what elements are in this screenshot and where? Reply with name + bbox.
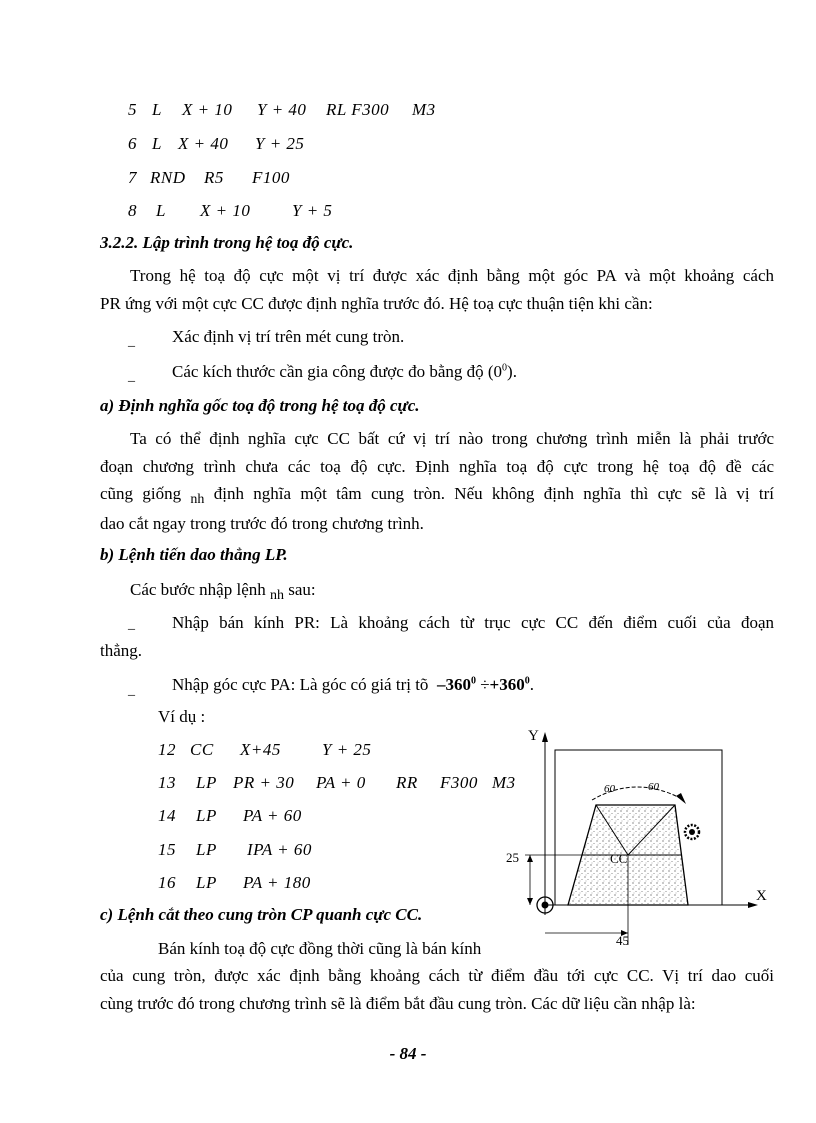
para-a-line-1: Ta có thể định nghĩa cực CC bất cứ vị trí nào trong chương trình miễn là phải trước: [130, 429, 774, 448]
dim-arrow: [527, 855, 533, 862]
page-number: - 84 -: [389, 1044, 427, 1063]
intro-paragraph: [100, 262, 774, 317]
code-line-15-num: 15: [158, 840, 176, 859]
x-axis-label: X: [756, 888, 767, 904]
code-line-16-pa: PA + 180: [243, 873, 311, 892]
code-line-8-cmd: L: [156, 201, 166, 220]
code-line-14-cmd: LP: [196, 806, 217, 825]
code-line-5-y: Y + 40: [257, 100, 307, 119]
para-b-intro: Các bước nhập lệnh $_{nh}$ sau:: [130, 580, 316, 603]
code-line-7-f: F100: [252, 168, 290, 187]
code-line-5-m: M3: [412, 100, 436, 119]
code-line-5-rl: RL F300: [326, 100, 390, 119]
code-line-13-cmd: LP: [196, 773, 217, 792]
cutting-tool-icon: [685, 825, 699, 839]
y-axis-arrow: [542, 732, 548, 742]
paragraph-c: [100, 962, 774, 1017]
paragraph-a: [100, 425, 774, 537]
intro-line-1: Trong hệ toạ độ cực một vị trí được xác định bằng một góc PA và một khoảng cách: [130, 266, 774, 285]
code-line-13-num: 13: [158, 773, 176, 792]
code-line-12-y: Y + 25: [322, 740, 372, 759]
bullet-b2: Nhập góc cực PA: Là góc có giá trị tõ $-360^0 \div+360^0$.: [172, 675, 534, 694]
bullet-2-text: Các kích thước cần gia công được đo bằng độ $(0^0)$.: [172, 362, 517, 381]
code-line-13-pr: PR + 30: [233, 773, 295, 792]
code-line-7-cmd: RND: [150, 168, 186, 187]
bullet-dash: _: [128, 334, 135, 349]
dim-y-label: 25: [506, 850, 519, 865]
code-line-13-rr: RR: [396, 773, 418, 792]
code-line-13-f: F300: [440, 773, 478, 792]
code-line-12-cmd: CC: [190, 740, 214, 759]
dim-arrow: [527, 898, 533, 905]
para-a-line-2: đoạn chương trình chưa các toạ độ cực. Định nghĩa toạ độ cực trong hệ toạ độ đề các: [100, 456, 774, 476]
code-line-12-num: 12: [158, 740, 176, 759]
code-line-15-cmd: LP: [196, 840, 217, 859]
code-line-6-num: 6: [128, 134, 137, 153]
code-line-8-num: 8: [128, 201, 137, 220]
code-line-7-num: 7: [128, 168, 137, 187]
intro-line-2: PR ứng với một cực CC được định nghĩa trước đó. Hệ toạ cực thuận tiện khi cần:: [100, 293, 653, 313]
angle-label-2: 60: [648, 781, 659, 793]
code-line-13-m: M3: [492, 773, 516, 792]
code-line-16-cmd: LP: [196, 873, 217, 892]
bullet-1-text: Xác định vị trí trên mét cung tròn.: [172, 327, 405, 346]
code-line-12-x: X+45: [240, 740, 281, 759]
example-label: Ví dụ :: [158, 707, 206, 726]
dim-x-label: 45: [616, 933, 629, 948]
para-a-line-4: dao cắt ngay trong trước đó trong chương trình.: [100, 513, 424, 533]
code-line-8-x: X + 10: [200, 201, 251, 220]
bullet-b1: [100, 609, 774, 664]
para-c-line-1: Bán kính toạ độ cực đồng thời cũng là bán kính: [158, 939, 482, 958]
heading-c: c) Lệnh cắt theo cung tròn CP quanh cực CC.: [100, 905, 423, 924]
code-line-14-num: 14: [158, 806, 176, 825]
polar-diagram: [500, 720, 780, 950]
angle-label-1: 60: [604, 783, 615, 795]
bullet-dash: _: [128, 683, 135, 698]
bullet-b1-line-2: thẳng.: [100, 640, 143, 660]
code-line-15-ipa: IPA + 60: [247, 840, 312, 859]
origin-dot: [542, 902, 549, 909]
code-line-6-y: Y + 25: [255, 134, 305, 153]
code-line-5-cmd: L: [152, 100, 162, 119]
section-heading: 3.2.2. Lập trình trong hệ toạ độ cực.: [100, 233, 354, 252]
bullet-dash: _: [128, 617, 135, 632]
code-line-13-pa: PA + 0: [316, 773, 366, 792]
code-line-14-pa: PA + 60: [243, 806, 302, 825]
code-line-5-num: 5: [128, 100, 137, 119]
code-line-6-x: X + 40: [178, 134, 229, 153]
para-a-line-3: cũng giống $_{nh}$ định nghĩa một tâm cung tròn. Nếu không định nghĩa thì cực sẽ là vị trí: [100, 484, 775, 507]
code-line-5-x: X + 10: [182, 100, 233, 119]
code-line-16-num: 16: [158, 873, 176, 892]
heading-b: b) Lệnh tiến dao thẳng LP.: [100, 545, 288, 564]
bullet-dash: _: [128, 369, 135, 384]
y-axis-label: Y: [528, 728, 539, 744]
bullet-b1-line-1: Nhập bán kính PR: Là khoảng cách từ trục cực CC đến điểm cuối của đoạn: [172, 613, 774, 632]
code-line-6-cmd: L: [152, 134, 162, 153]
code-line-7-r: R5: [204, 168, 224, 187]
pole-label: CC: [610, 851, 628, 866]
arc-arrow: [676, 793, 686, 804]
heading-a: a) Định nghĩa gốc toạ độ trong hệ toạ độ cực.: [100, 396, 420, 415]
para-c-line-2: của cung tròn, được xác định bằng khoảng cách từ điểm đầu tới cực CC. Vị trí dao cuối: [100, 966, 774, 985]
code-line-8-y: Y + 5: [292, 201, 333, 220]
para-c-line-3: cùng trước đó trong chương trình sẽ là điểm bắt đầu cung tròn. Các dữ liệu cần nhập là:: [100, 993, 696, 1013]
